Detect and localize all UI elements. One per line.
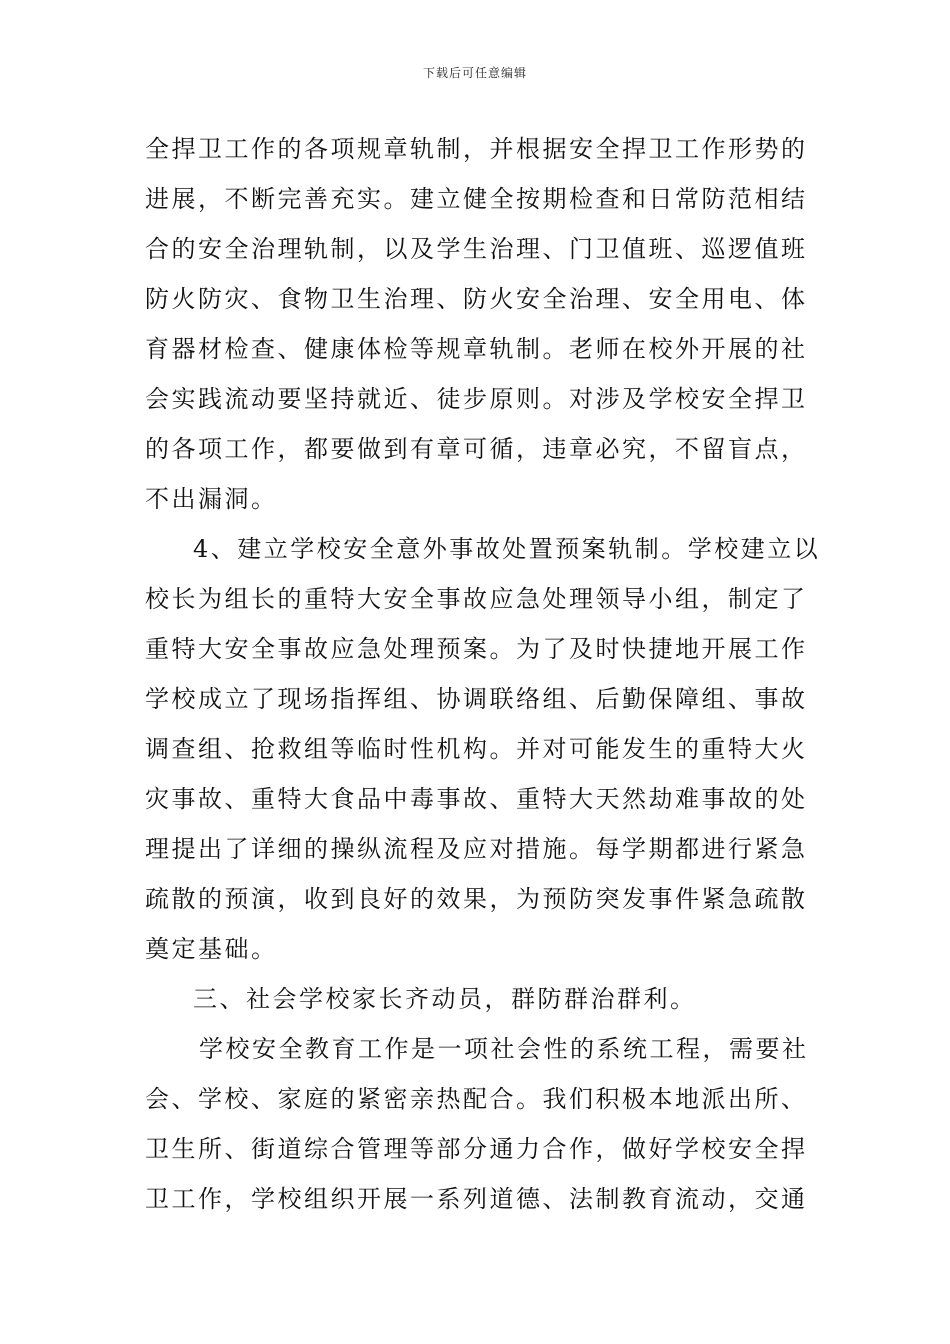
paragraph-start-line: 学校安全教育工作是一项社会性的系统工程，需要社 (199, 1035, 809, 1063)
text-line: 合的安全治理轨制，以及学生治理、门卫值班、巡逻值班 (145, 235, 808, 263)
text-line: 理提出了详细的操纵流程及应对措施。每学期都进行紧急 (145, 835, 808, 863)
text-line: 校长为组长的重特大安全事故应急处理领导小组，制定了 (145, 585, 808, 613)
text-line: 调查组、抢救组等临时性机构。并对可能发生的重特大火 (145, 735, 808, 763)
text-line: 防火防灾、食物卫生治理、防火安全治理、安全用电、体 (145, 285, 808, 313)
text-line: 重特大安全事故应急处理预案。为了及时快捷地开展工作 (145, 635, 808, 663)
text-line: 卫工作，学校组织开展一系列道德、法制教育流动，交通 (145, 1185, 808, 1213)
text-line: 奠定基础。 (145, 935, 278, 963)
text-line: 灾事故、重特大食品中毒事故、重特大天然劫难事故的处 (145, 785, 808, 813)
text-line: 疏散的预演，收到良好的效果，为预防突发事件紧急疏散 (145, 885, 808, 913)
text-line: 育器材检查、健康体检等规章轨制。老师在校外开展的社 (145, 335, 808, 363)
text-line: 学校成立了现场指挥组、协调联络组、后勤保障组、事故 (145, 685, 808, 713)
text-line: 会实践流动要坚持就近、徒步原则。对涉及学校安全捍卫 (145, 385, 808, 413)
text-line: 的各项工作，都要做到有章可循，违章必究，不留盲点， (145, 435, 808, 463)
text-line: 卫生所、街道综合管理等部分通力合作，做好学校安全捍 (145, 1135, 808, 1163)
text-line: 不出漏洞。 (145, 485, 278, 513)
text-line: 会、学校、家庭的紧密亲热配合。我们积极本地派出所、 (145, 1085, 808, 1113)
document-body (145, 124, 821, 1224)
page-header: 下载后可任意编辑 (422, 66, 527, 80)
section-heading: 三、社会学校家长齐动员，群防群治群利。 (193, 985, 697, 1013)
paragraph-start-line: 4、建立学校安全意外事故处置预案轨制。学校建立以 (193, 535, 821, 563)
text-line: 全捍卫工作的各项规章轨制，并根据安全捍卫工作形势的 (145, 135, 808, 163)
text-line: 进展，不断完善充实。建立健全按期检查和日常防范相结 (145, 185, 808, 213)
